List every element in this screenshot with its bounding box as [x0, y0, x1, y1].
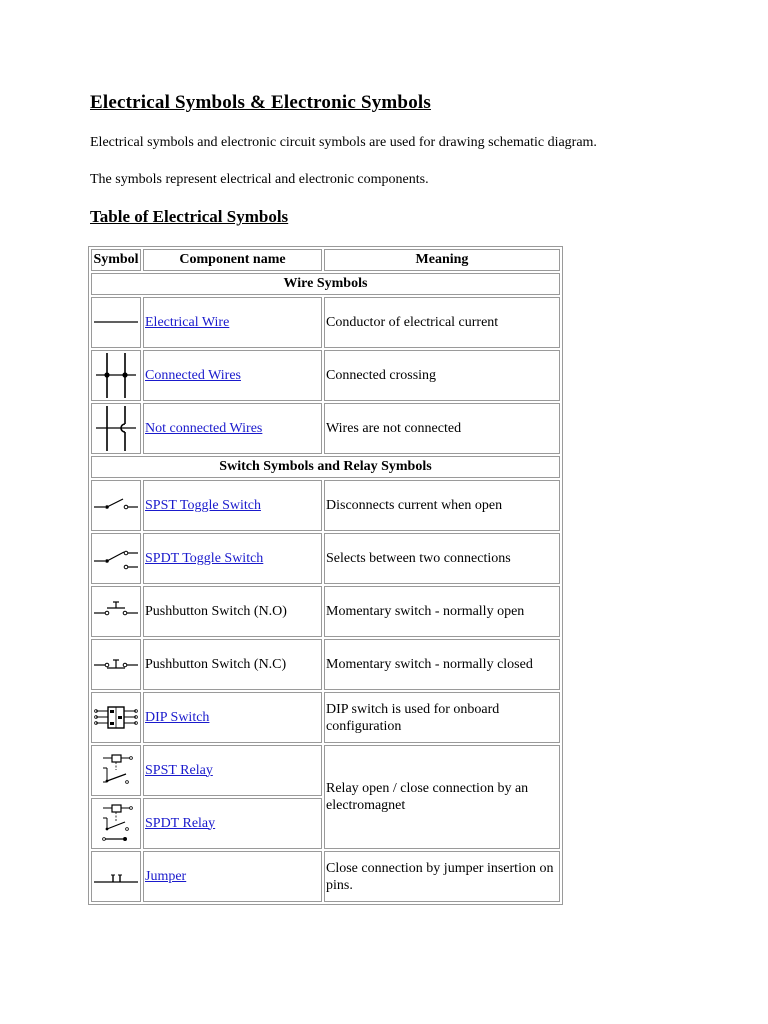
connected-wires-icon: [91, 350, 141, 401]
dip-switch-icon: [91, 692, 141, 743]
section-row-wire: [91, 273, 560, 295]
header-symbol: Symbol: [91, 249, 141, 271]
intro-paragraph-2: The symbols represent electrical and electronic components.: [90, 172, 429, 187]
table-row: [91, 851, 560, 902]
symbols-table: [88, 246, 563, 905]
dip-switch-link[interactable]: DIP Switch: [145, 709, 210, 725]
component-name-cell[interactable]: [143, 533, 322, 584]
section-switch-relay-symbols: Switch Symbols and Relay Symbols: [91, 456, 560, 478]
table-row: [91, 745, 560, 796]
electrical-wire-icon: [91, 297, 141, 348]
spdt-relay-icon: [91, 798, 141, 849]
not-connected-wires-link[interactable]: Not connected Wires: [145, 420, 263, 436]
page-title: Electrical Symbols & Electronic Symbols: [90, 92, 431, 113]
not-connected-wires-icon: [91, 403, 141, 454]
table-row: [91, 297, 560, 348]
spst-relay-icon: [91, 745, 141, 796]
table-row: [91, 350, 560, 401]
meaning-cell: Conductor of electrical current: [324, 297, 560, 348]
pushbutton-nc-icon: [91, 639, 141, 690]
table-header-row: [91, 249, 560, 271]
meaning-cell: Momentary switch - normally open: [324, 586, 560, 637]
component-name-cell[interactable]: [143, 480, 322, 531]
component-name-cell[interactable]: [143, 798, 322, 849]
table-row: [91, 586, 560, 637]
section-row-switch: [91, 456, 560, 478]
table-row: [91, 480, 560, 531]
spdt-toggle-switch-icon: [91, 533, 141, 584]
jumper-link[interactable]: Jumper: [145, 868, 187, 884]
meaning-cell: Momentary switch - normally closed: [324, 639, 560, 690]
component-name-cell[interactable]: [143, 297, 322, 348]
meaning-cell: Wires are not connected: [324, 403, 560, 454]
spdt-relay-link[interactable]: SPDT Relay: [145, 815, 216, 831]
table-row: [91, 533, 560, 584]
header-meaning: Meaning: [324, 249, 560, 271]
spst-relay-link[interactable]: SPST Relay: [145, 762, 213, 778]
meaning-cell: Selects between two connections: [324, 533, 560, 584]
table-title: Table of Electrical Symbols: [90, 207, 289, 226]
spst-toggle-switch-icon: [91, 480, 141, 531]
component-name-cell[interactable]: [143, 692, 322, 743]
component-name-cell[interactable]: [143, 851, 322, 902]
component-name-cell: Pushbutton Switch (N.C): [143, 639, 322, 690]
jumper-icon: [91, 851, 141, 902]
electrical-wire-link[interactable]: Electrical Wire: [145, 314, 230, 330]
connected-wires-link[interactable]: Connected Wires: [145, 367, 241, 383]
pushbutton-no-icon: [91, 586, 141, 637]
table-row: [91, 692, 560, 743]
header-component-name: Component name: [143, 249, 322, 271]
meaning-cell: Disconnects current when open: [324, 480, 560, 531]
intro-paragraph-1: Electrical symbols and electronic circuit symbols are used for drawing schematic diagram.: [90, 135, 597, 150]
component-name-cell[interactable]: [143, 403, 322, 454]
table-row: [91, 403, 560, 454]
meaning-cell: Connected crossing: [324, 350, 560, 401]
table-row: [91, 639, 560, 690]
meaning-cell: DIP switch is used for onboard configuration: [324, 692, 560, 743]
component-name-cell: Pushbutton Switch (N.O): [143, 586, 322, 637]
meaning-cell: Relay open / close connection by an electromagnet: [324, 745, 560, 849]
meaning-cell: Close connection by jumper insertion on pins.: [324, 851, 560, 902]
component-name-cell[interactable]: [143, 745, 322, 796]
spst-toggle-switch-link[interactable]: SPST Toggle Switch: [145, 497, 261, 513]
component-name-cell[interactable]: [143, 350, 322, 401]
section-wire-symbols: Wire Symbols: [91, 273, 560, 295]
spdt-toggle-switch-link[interactable]: SPDT Toggle Switch: [145, 550, 264, 566]
